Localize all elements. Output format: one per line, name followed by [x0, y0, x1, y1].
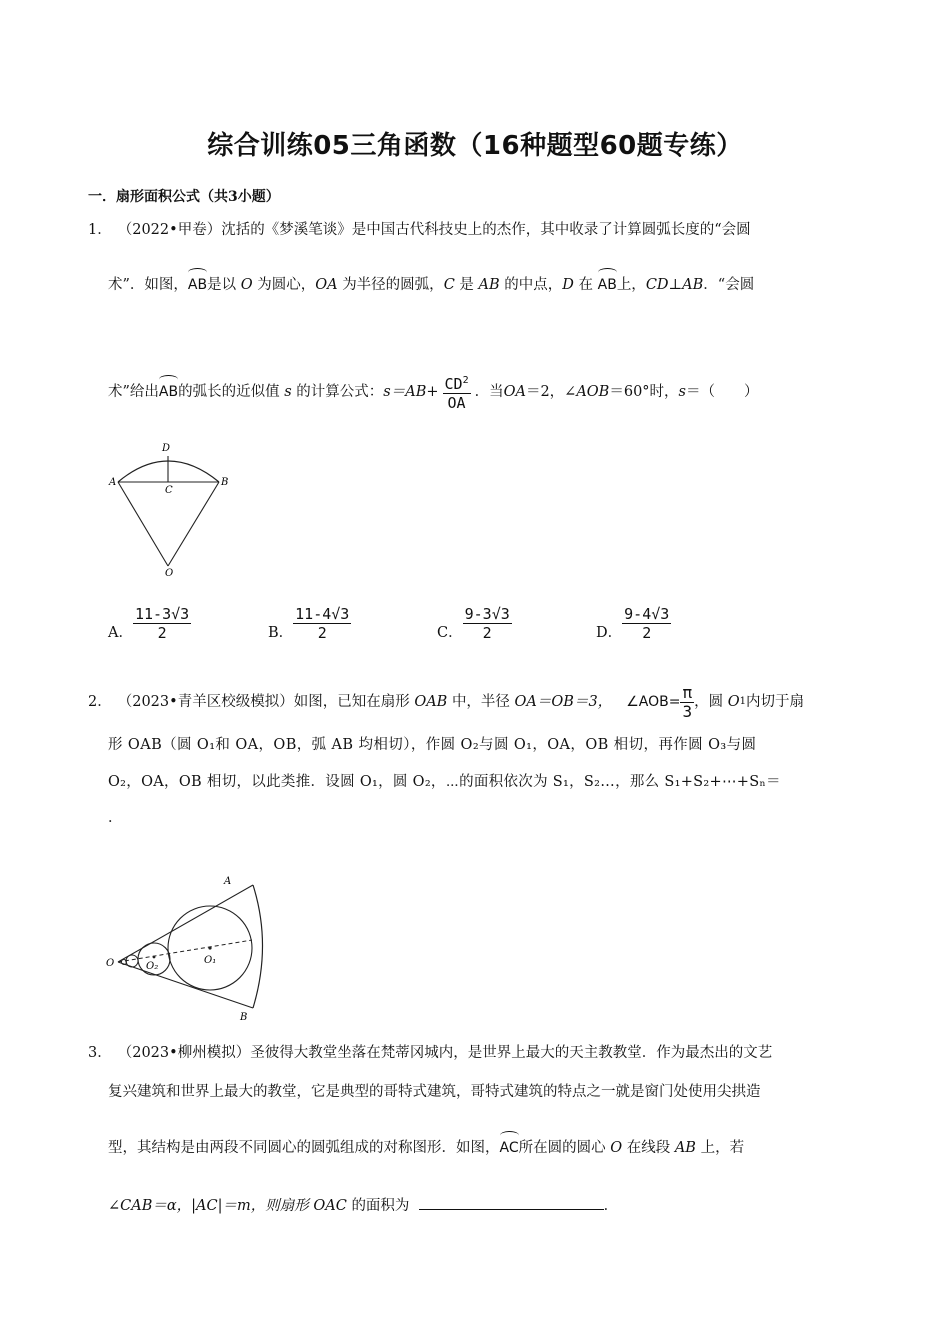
- q1-text: ．“会圆: [703, 277, 755, 293]
- var-ab: AB: [478, 277, 500, 293]
- label-o1: O₁: [204, 955, 217, 966]
- option-c-den: 2: [482, 624, 492, 642]
- option-c-label: C．: [437, 625, 463, 641]
- q1-text: 为半径的圆弧，: [342, 277, 444, 293]
- option-b-num: 11-4√3: [295, 605, 350, 623]
- var-aob: AOB: [576, 384, 610, 400]
- option-a[interactable]: [108, 605, 191, 642]
- radius-ob: [118, 962, 253, 1008]
- q1-text: 为圆心，: [257, 277, 316, 293]
- q2-line-4: ．: [108, 810, 123, 826]
- q1-text: 的计算公式：: [296, 384, 384, 400]
- center-o1: [208, 946, 211, 949]
- var-s-2: s: [678, 384, 686, 400]
- q3-line-4: [108, 1195, 618, 1216]
- formula-lhs: s＝AB+: [383, 384, 439, 400]
- label-d: D: [162, 443, 171, 454]
- q1-text: ＝60°时，: [609, 384, 679, 400]
- var-cd-perp-ab: CD⊥AB: [645, 277, 704, 293]
- option-b-den: 2: [317, 624, 327, 642]
- q2-text: 如图，已知在扇形: [293, 694, 410, 710]
- var-oa: OA: [315, 277, 338, 293]
- q3-text: 所在圆的圆心: [518, 1140, 606, 1156]
- q1-text: 的弧长的近似值: [178, 384, 280, 400]
- q2-text: 中，半径: [451, 694, 510, 710]
- var-ab-q3: AB: [674, 1140, 696, 1156]
- q1-text-1: 沈括的《梦溪笔谈》是中国古代科技史上的杰作，其中收录了计算圆弧长度的“会圆: [221, 222, 751, 238]
- formula-sup: 2: [462, 375, 469, 386]
- q3-text: ∠CAB＝α，|AC|＝m，则扇形: [108, 1198, 309, 1214]
- option-d-label: D．: [596, 625, 623, 641]
- formula-num: CD: [444, 375, 463, 393]
- q1-text: 术”给出: [108, 384, 159, 400]
- q3-number: 3．: [88, 1045, 112, 1061]
- option-a-num: 11-3√3: [134, 605, 190, 623]
- q1-line-3: [108, 362, 759, 422]
- var-o1: O: [727, 694, 740, 710]
- formula-den: OA: [447, 394, 466, 412]
- var-oa-ob: OA＝OB＝3，: [514, 694, 613, 710]
- q3-text: ．: [603, 1198, 619, 1214]
- option-c-num: 9-3√3: [464, 605, 510, 623]
- q1-text: 的中点，: [504, 277, 563, 293]
- q1-text: 上，: [616, 277, 646, 293]
- q1-text: ＝（ ）: [686, 384, 759, 400]
- var-oac: OAC: [313, 1198, 347, 1214]
- q1-text: 在: [578, 277, 594, 293]
- arc-ac: AC: [499, 1140, 519, 1156]
- radius-oa: [118, 885, 253, 962]
- option-b-label: B．: [268, 625, 294, 641]
- q3-text: 型，其结构是由两段不同圆心的圆弧组成的对称图形．如图，: [108, 1140, 500, 1156]
- q1-number: 1．: [88, 222, 112, 238]
- var-d: D: [562, 277, 574, 293]
- option-d-den: 2: [642, 624, 652, 642]
- label-b: B: [221, 477, 229, 488]
- q1-source: （2022•甲卷）: [117, 222, 222, 238]
- option-d-fraction: [622, 605, 671, 642]
- q1-text: ＝2，∠: [525, 384, 577, 400]
- angle-num: π: [682, 682, 693, 702]
- arc-ab: AB: [187, 277, 208, 293]
- label-o: O: [106, 958, 115, 969]
- option-c-fraction: [463, 605, 512, 642]
- radius-oa: [118, 482, 168, 566]
- sub-1: 1: [739, 696, 746, 707]
- option-a-label: A．: [108, 625, 133, 641]
- q1-text: 术”．如图，: [108, 277, 188, 293]
- q2-number: 2．: [88, 694, 112, 710]
- var-oa-2: OA: [503, 384, 526, 400]
- q3-line-3: [108, 1138, 744, 1158]
- q3-source: （2023•柳州模拟）: [117, 1045, 251, 1061]
- q2-line-3: O₂，OA，OB 相切，以此类推．设圆 O₁，圆 O₂，⋯的面积依次为 S₁，S₂…，那么 S₁+S₂+⋯+Sₙ＝: [108, 774, 781, 790]
- q1-text: 是以: [207, 277, 237, 293]
- q1-text: ．当: [474, 384, 504, 400]
- label-b: B: [240, 1012, 248, 1022]
- q1-line-2: [108, 275, 754, 295]
- arc-ab-2: AB: [597, 277, 617, 293]
- arc-ab-shape: [253, 885, 263, 1008]
- q2-text: ，圆: [694, 694, 724, 710]
- var-o: O: [240, 277, 253, 293]
- q1-figure: [100, 435, 240, 585]
- q2-line-2: 形 OAB（圆 O₁和 OA，OB，弧 AB 均相切），作圆 O₂与圆 O₁，OA，OB 相切，再作圆 O₃与圆: [108, 737, 757, 753]
- angle-den: 3: [682, 701, 693, 721]
- q2-line-1: [88, 672, 804, 732]
- angle-fraction: [680, 684, 694, 721]
- answer-blank[interactable]: [419, 1195, 604, 1210]
- q3-line-2: 复兴建筑和世界上最大的教堂，它是典型的哥特式建筑，哥特式建筑的特点之一就是窗门处使用尖拱造: [108, 1084, 761, 1100]
- label-a: A: [109, 477, 117, 488]
- q2-text: 内切于扇: [745, 694, 804, 710]
- label-a: A: [224, 876, 232, 887]
- page-title: 综合训练05三角函数（16种题型60题专练）: [207, 131, 743, 161]
- center-o2: [153, 956, 156, 959]
- option-a-den: 2: [157, 624, 167, 642]
- section-heading: 一．扇形面积公式（共3小题）: [88, 189, 280, 205]
- q3-line-1: [88, 1043, 772, 1063]
- q2-source: （2023•青羊区校级模拟）: [117, 694, 294, 710]
- option-c[interactable]: [437, 605, 512, 642]
- q3-text: 上，若: [700, 1140, 745, 1156]
- option-b[interactable]: [268, 605, 351, 642]
- label-o2: O₂: [146, 961, 159, 972]
- radius-ob: [168, 482, 219, 566]
- q1-line-1: [88, 220, 751, 240]
- arc-ab-3: AB: [158, 384, 179, 400]
- q2-figure: [100, 870, 280, 1022]
- var-s: s: [284, 384, 292, 400]
- label-o: O: [165, 568, 174, 579]
- angle-aob: ∠AOB=: [626, 694, 681, 710]
- option-d-num: 9-4√3: [624, 605, 670, 623]
- q1-text: 是: [459, 277, 474, 293]
- circle-o3: [126, 955, 138, 967]
- var-c: C: [443, 277, 455, 293]
- var-o-q3: O: [610, 1140, 623, 1156]
- option-b-fraction: [293, 605, 351, 642]
- label-c: C: [165, 485, 173, 496]
- q3-text: 在线段: [626, 1140, 671, 1156]
- var-oab: OAB: [414, 694, 448, 710]
- q3-text: 的面积为: [351, 1198, 410, 1214]
- formula-fraction: [443, 372, 471, 412]
- option-a-fraction: [133, 605, 191, 642]
- option-d[interactable]: [596, 605, 671, 642]
- q3-text-1: 圣彼得大教堂坐落在梵蒂冈城内，是世界上最大的天主教教堂．作为最杰出的文艺: [250, 1045, 773, 1061]
